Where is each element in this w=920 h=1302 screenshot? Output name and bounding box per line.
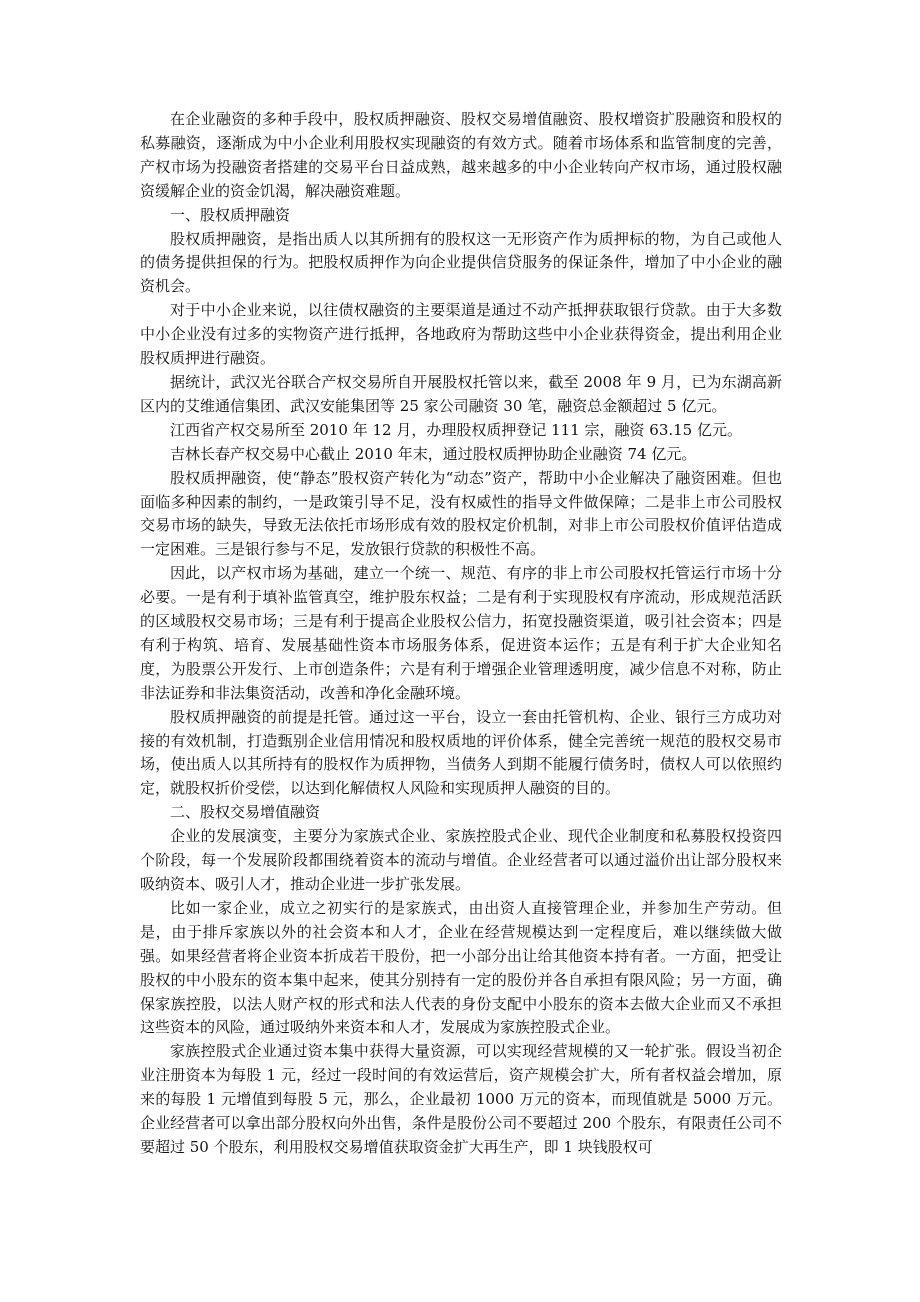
paragraph: 据统计，武汉光谷联合产权交易所自开展股权托管以来，截至 2008 年 9 月，已为东湖高新区内的艾维通信集团、武汉安能集团等 25 家公司融资 30 笔，融资总金额超过 5 亿元。 xyxy=(140,372,782,415)
paragraph-intro: 在企业融资的多种手段中，股权质押融资、股权交易增值融资、股权增资扩股融资和股权的私募融资，逐渐成为中小企业利用股权实现融资的有效方式。随着市场体系和监管制度的完善，产权市场为投融资者搭建的交易平台日益成熟，越来越多的中小企业转向产权市场，通过股权融资缓解企业的资金饥渴，解决融资难题。 xyxy=(140,110,782,200)
section-heading-2: 二、股权交易增值融资 xyxy=(170,803,321,822)
paragraph: 吉林长春产权交易中心截止 2010 年末，通过股权质押协助企业融资 74 亿元。 xyxy=(170,444,697,463)
paragraph: 比如一家企业，成立之初实行的是家族式，由出资人直接管理企业，并参加生产劳动。但是，由于排斥家族以外的社会资本和人才，企业在经营规模达到一定程度后，难以继续做大做强。如果经营者将企业资本折成若干股份，把一小部分出让给其他资本持有者。一方面，把受让股权的中小股东的资本集中起来，使其分别持有一定的股份并各自承担有限风险；另一方面，确保家族控股，以法人财产权的形式和法人代表的身份支配中小股东的资本去做大企业而又不承担这些资本的风险，通过吸纳外来资本和人才，发展成为家族控股式企业。 xyxy=(140,898,782,1037)
paragraph: 股权质押融资，使“静态”股权资产转化为“动态”资产，帮助中小企业解决了融资困难。但也面临多种因素的制约，一是政策引导不足，没有权威性的指导文件做保障；二是非上市公司股权交易市场的缺失，导致无法依托市场形成有效的股权定价机制，对非上市公司股权价值评估造成一定困难。三是银行参与不足，发放银行贷款的积极性不高。 xyxy=(140,468,782,559)
paragraph: 企业的发展演变，主要分为家族式企业、家族控股式企业、现代企业制度和私募股权投资四个阶段，每一个发展阶段都围绕着资本的流动与增值。企业经营者可以通过溢价出让部分股权来吸纳资本、吸引人才，推动企业进一步扩张发展。 xyxy=(140,827,782,893)
paragraph: 股权质押融资的前提是托管。通过这一平台，设立一套由托管机构、企业、银行三方成功对接的有效机制，打造甄别企业信用情况和股权质地的评价体系，健全完善统一规范的股权交易市场，使出质人以其所持有的股权作为质押物，当债务人到期不能履行债务时，债权人可以依照约定，就股权折价受偿，以达到化解债权人风险和实现质押人融资的目的。 xyxy=(140,707,782,798)
paragraph: 江西省产权交易所至 2010 年 12 月，办理股权质押登记 111 宗，融资 63.15 亿元。 xyxy=(170,420,742,439)
document-body xyxy=(140,108,782,1160)
section-heading-1: 一、股权质押融资 xyxy=(170,205,291,224)
paragraph: 对于中小企业来说，以往债权融资的主要渠道是通过不动产抵押获取银行贷款。由于大多数中小企业没有过多的实物资产进行抵押，各地政府为帮助这些中小企业获得资金，提出利用企业股权质押进行融资。 xyxy=(140,301,782,368)
paragraph: 家族控股式企业通过资本集中获得大量资源，可以实现经营规模的又一轮扩张。假设当初企业注册资本为每股 1 元，经过一段时间的有效运营后，资产规模会扩大，所有者权益会增加，原来的每股 1 元增值到每股 5 元，那么，企业最初 1000 万元的资本，而现值就是 5000 万元。企业经营者可以拿出部分股权向外出售，条件是股份公司不要超过 200 个股东，有限责任公司不要超过 50 个股东，利用股权交易增值获取资金扩大再生产，即 1 块钱股权可 xyxy=(140,1042,782,1156)
paragraph: 因此，以产权市场为基础，建立一个统一、规范、有序的非上市公司股权托管运行市场十分必要。一是有利于填补监管真空，维护股东权益；二是有利于实现股权有序流动，形成规范活跃的区域股权交易市场；三是有利于提高企业股权公信力，拓宽投融资渠道，吸引社会资本；四是有利于构筑、培育、发展基础性资本市场服务体系，促进资本运作；五是有利于扩大企业知名度，为股票公开发行、上市创造条件；六是有利于增强企业管理透明度，减少信息不对称，防止非法证券和非法集资活动，改善和净化金融环境。 xyxy=(140,564,782,702)
paragraph: 股权质押融资，是指出质人以其所拥有的股权这一无形资产作为质押标的物，为自己或他人的债务提供担保的行为。把股权质押作为向企业提供信贷服务的保证条件，增加了中小企业的融资机会。 xyxy=(140,229,782,296)
